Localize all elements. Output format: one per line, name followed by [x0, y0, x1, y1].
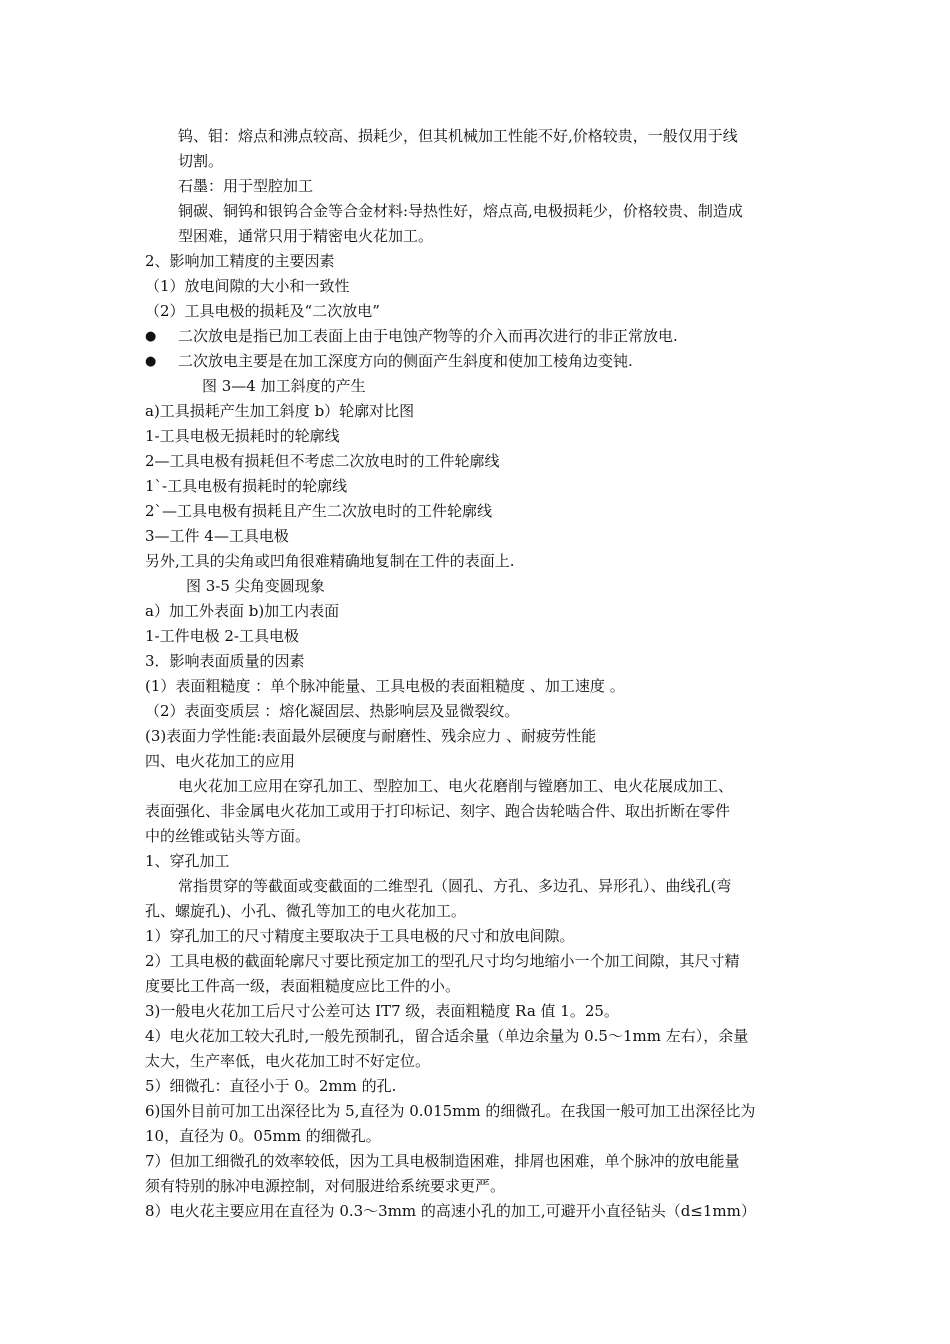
text-line: 1-工具电极无损耗时的轮廓线 [145, 427, 340, 445]
bullet-text: 二次放电主要是在加工深度方向的侧面产生斜度和使加工棱角边变钝. [178, 352, 633, 370]
bullet-icon: ● [145, 354, 157, 369]
text-line: (1）表面粗糙度 ：单个脉冲能量、工具电极的表面粗糙度 、加工速度 。 [145, 677, 625, 695]
text-line: 钨、钼：熔点和沸点较高、损耗少，但其机械加工性能不好,价格较贵，一般仅用于线 [178, 127, 738, 145]
section-heading: 四、电火花加工的应用 [145, 752, 296, 770]
text-line: 表面强化、非金属电火花加工或用于打印标记、刻字、跑合齿轮啮合件、取出折断在零件 [145, 802, 731, 820]
text-line: 2`—工具电极有损耗且产生二次放电时的工件轮廓线 [145, 502, 493, 520]
text-line: 中的丝锥或钻头等方面。 [145, 827, 311, 845]
figure-caption: 图 3—4 加工斜度的产生 [202, 377, 366, 395]
figure-caption: 图 3-5 尖角变圆现象 [186, 577, 325, 595]
text-line: 铜碳、铜钨和银钨合金等合金材料:导热性好，熔点高,电极损耗少，价格较贵、制造成 [178, 202, 743, 220]
text-line: (3)表面力学性能:表面最外层硬度与耐磨性、残余应力 、耐疲劳性能 [145, 727, 597, 745]
text-line: 电火花加工应用在穿孔加工、型腔加工、电火花磨削与镗磨加工、电火花展成加工、 [178, 777, 734, 795]
text-line: 型困难，通常只用于精密电火花加工。 [178, 227, 434, 245]
section-heading: 2、影响加工精度的主要因素 [145, 252, 335, 270]
text-line: 孔、螺旋孔)、小孔、微孔等加工的电火花加工。 [145, 902, 466, 920]
text-line: 常指贯穿的等截面或变截面的二维型孔（圆孔、方孔、多边孔、异形孔）、曲线孔(弯 [178, 877, 732, 895]
text-line: 10，直径为 0。05mm 的细微孔。 [145, 1127, 381, 1145]
text-line: （1）放电间隙的大小和一致性 [145, 277, 350, 295]
bullet-text: 二次放电是指已加工表面上由于电蚀产物等的介入而再次进行的非正常放电. [178, 327, 678, 345]
text-line: 1-工件电极 2-工具电极 [145, 627, 299, 645]
text-line: （2）表面变质层 ：熔化凝固层、热影响层及显微裂纹。 [145, 702, 520, 720]
text-line: 须有特别的脉冲电源控制，对伺服进给系统要求更严。 [145, 1177, 506, 1195]
text-line: 2—工具电极有损耗但不考虑二次放电时的工件轮廓线 [145, 452, 500, 470]
text-line: （2）工具电极的损耗及“二次放电” [145, 302, 380, 320]
text-line: 1）穿孔加工的尺寸精度主要取决于工具电极的尺寸和放电间隙。 [145, 927, 575, 945]
text-line: a)工具损耗产生加工斜度 b）轮廓对比图 [145, 402, 415, 420]
text-line: 2）工具电极的截面轮廓尺寸要比预定加工的型孔尺寸均匀地缩小一个加工间隙，其尺寸精 [145, 952, 740, 970]
text-line: a）加工外表面 b)加工内表面 [145, 602, 340, 620]
section-heading: 1、穿孔加工 [145, 852, 230, 870]
text-line: 1`-工具电极有损耗时的轮廓线 [145, 477, 348, 495]
text-line: 度要比工件高一级，表面粗糙度应比工件的小。 [145, 977, 461, 995]
text-line: 太大，生产率低，电火花加工时不好定位。 [145, 1052, 431, 1070]
text-line: 4）电火花加工较大孔时,一般先预制孔，留合适余量（单边余量为 0.5～1mm 左右），余量 [145, 1027, 749, 1045]
text-line: 3)一般电火花加工后尺寸公差可达 IT7 级，表面粗糙度 Ra 值 1。25。 [145, 1002, 619, 1020]
text-line: 另外,工具的尖角或凹角很难精确地复制在工件的表面上. [145, 552, 515, 570]
text-line: 石墨：用于型腔加工 [178, 177, 314, 195]
text-line: 8）电火花主要应用在直径为 0.3～3mm 的高速小孔的加工,可避开小直径钻头（d≤1mm） [145, 1202, 756, 1220]
section-heading: 3．影响表面质量的因素 [145, 652, 305, 670]
text-line: 6)国外目前可加工出深径比为 5,直径为 0.015mm 的细微孔。在我国一般可加工出深径比为 [145, 1102, 756, 1120]
bullet-icon: ● [145, 329, 157, 344]
text-line: 7）但加工细微孔的效率较低，因为工具电极制造困难，排屑也困难，单个脉冲的放电能量 [145, 1152, 740, 1170]
text-line: 3—工件 4—工具电极 [145, 527, 289, 545]
text-line: 切割。 [178, 152, 224, 170]
text-line: 5）细微孔：直径小于 0。2mm 的孔. [145, 1077, 397, 1095]
